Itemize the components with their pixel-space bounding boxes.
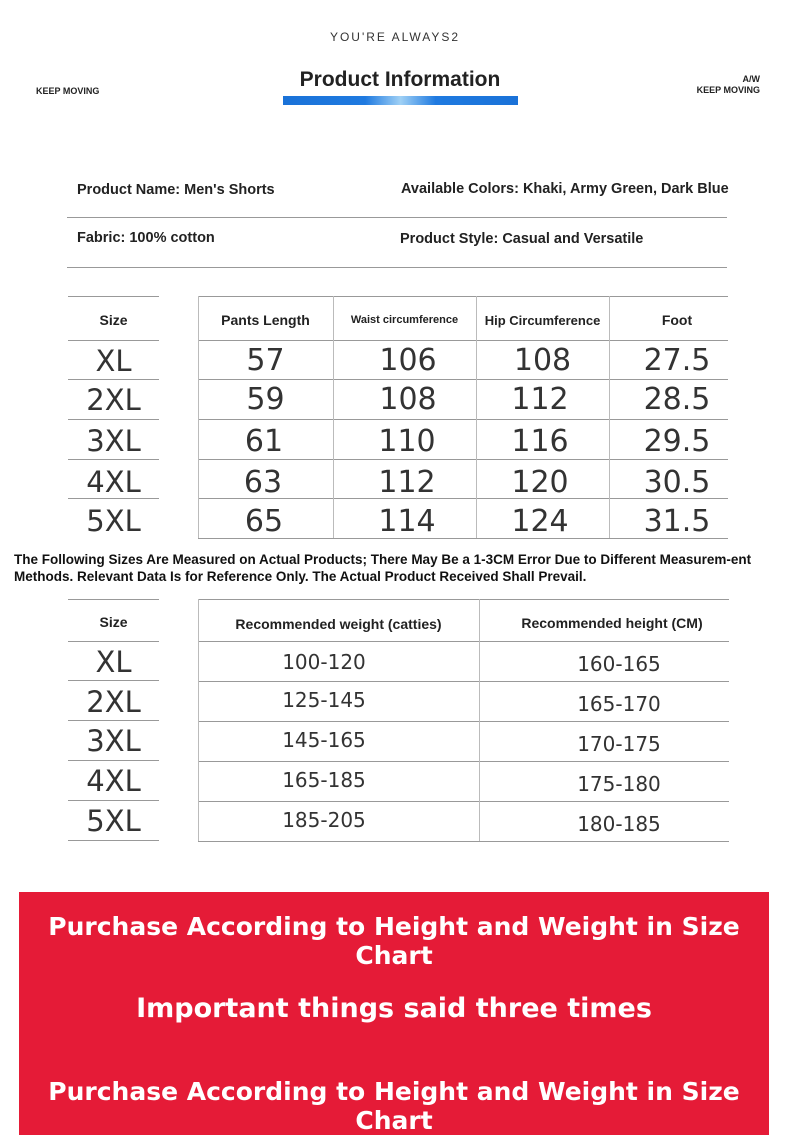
pants-length-cell: 63 <box>243 465 283 500</box>
header-waist: Waist circumference <box>350 314 459 326</box>
available-colors: Available Colors: Khaki, Army Green, Dark Blue <box>401 181 729 197</box>
table-rule <box>68 760 159 761</box>
table-vline <box>476 296 477 538</box>
table-rule <box>68 419 159 420</box>
header-size: Size <box>99 614 128 630</box>
pants-length-cell: 57 <box>246 343 285 378</box>
table-rule <box>68 641 159 642</box>
size-cell: 4XL <box>86 465 141 499</box>
header-pants-length: Pants Length <box>221 312 310 328</box>
right-tagline-line2: KEEP MOVING <box>696 85 760 95</box>
table-rule <box>68 720 159 721</box>
size-cell: 3XL <box>86 424 141 458</box>
foot-cell: 31.5 <box>643 504 711 539</box>
pants-length-cell: 61 <box>244 424 284 459</box>
height-cell: 175-180 <box>577 772 661 796</box>
size-cell: 3XL <box>86 724 141 758</box>
hip-cell: 124 <box>511 504 569 539</box>
page-title: Product Information <box>299 68 501 91</box>
header-size: Size <box>99 312 128 328</box>
table-rule <box>198 761 729 762</box>
foot-cell: 27.5 <box>643 343 711 378</box>
size-cell: XL <box>95 344 132 378</box>
table-rule <box>198 296 728 297</box>
foot-cell: 30.5 <box>643 465 711 500</box>
height-cell: 160-165 <box>577 652 661 676</box>
table-rule <box>68 680 159 681</box>
waist-cell: 112 <box>378 465 436 500</box>
waist-cell: 110 <box>378 424 436 459</box>
table-rule <box>198 681 729 682</box>
title-underline-bar <box>283 96 518 105</box>
weight-cell: 125-145 <box>282 688 366 712</box>
left-tagline: KEEP MOVING <box>36 86 100 96</box>
size-cell: 2XL <box>86 685 141 719</box>
table-rule <box>198 599 729 600</box>
table-rule <box>68 340 159 341</box>
hip-cell: 120 <box>511 465 569 500</box>
weight-cell: 100-120 <box>282 650 366 674</box>
waist-cell: 106 <box>379 343 437 378</box>
purchase-advice-banner <box>19 892 769 1135</box>
size-cell: XL <box>95 645 132 679</box>
waist-cell: 108 <box>379 382 437 417</box>
header-foot: Foot <box>661 312 693 328</box>
right-tagline <box>697 74 760 96</box>
product-name: Product Name: Men's Shorts <box>77 182 275 198</box>
table-rule <box>68 379 159 380</box>
brand-name: YOU'RE ALWAYS2 <box>329 30 461 44</box>
height-cell: 170-175 <box>577 732 661 756</box>
foot-cell: 28.5 <box>643 382 711 417</box>
size-cell: 5XL <box>86 504 141 538</box>
weight-cell: 145-165 <box>282 728 366 752</box>
banner-line-1: Purchase According to Height and Weight in Size Chart <box>48 912 740 970</box>
table-rule <box>68 800 159 801</box>
table-rule <box>198 641 729 642</box>
size-cell: 2XL <box>86 383 141 417</box>
hip-cell: 116 <box>511 424 569 459</box>
weight-cell: 185-205 <box>282 808 366 832</box>
right-tagline-line1: A/W <box>742 74 760 84</box>
banner-line-2: Important things said three times <box>136 993 652 1024</box>
hip-cell: 112 <box>511 382 569 417</box>
measurement-note: The Following Sizes Are Measured on Actual Products; There May Be a 1-3CM Error Due to Different Measurem-ent Methods. Relevant Data Is for Reference Only. The Actual Product Received Shall Prevail. <box>14 552 752 584</box>
foot-cell: 29.5 <box>643 424 711 459</box>
height-cell: 165-170 <box>577 692 661 716</box>
table-vline <box>198 296 199 538</box>
table-rule <box>198 459 728 460</box>
pants-length-cell: 65 <box>244 504 284 539</box>
height-cell: 180-185 <box>577 812 661 836</box>
table-rule <box>198 419 728 420</box>
table-vline <box>609 296 610 538</box>
waist-cell: 114 <box>378 504 436 539</box>
table-vline <box>198 599 199 841</box>
table-rule <box>198 841 729 842</box>
table-rule <box>198 801 729 802</box>
size-cell: 4XL <box>86 764 141 798</box>
table-rule <box>198 340 728 341</box>
table-rule <box>68 296 159 297</box>
table-rule <box>68 840 159 841</box>
pants-length-cell: 59 <box>246 382 285 417</box>
product-style: Product Style: Casual and Versatile <box>400 231 644 247</box>
table-vline <box>479 599 480 841</box>
weight-cell: 165-185 <box>282 768 366 792</box>
hip-cell: 108 <box>513 343 572 378</box>
banner-line-3: Purchase According to Height and Weight in Size Chart <box>48 1077 740 1135</box>
size-cell: 5XL <box>86 804 141 838</box>
info-divider <box>67 217 727 218</box>
table-rule <box>68 599 159 600</box>
table-vline <box>333 296 334 538</box>
info-divider <box>67 267 727 268</box>
table-rule <box>198 721 729 722</box>
table-rule <box>198 379 728 380</box>
header-hip: Hip Circumference <box>484 313 601 328</box>
table-rule <box>68 459 159 460</box>
fabric: Fabric: 100% cotton <box>77 230 215 246</box>
header-recommended-height: Recommended height (CM) <box>521 615 703 631</box>
header-recommended-weight: Recommended weight (catties) <box>235 616 442 632</box>
